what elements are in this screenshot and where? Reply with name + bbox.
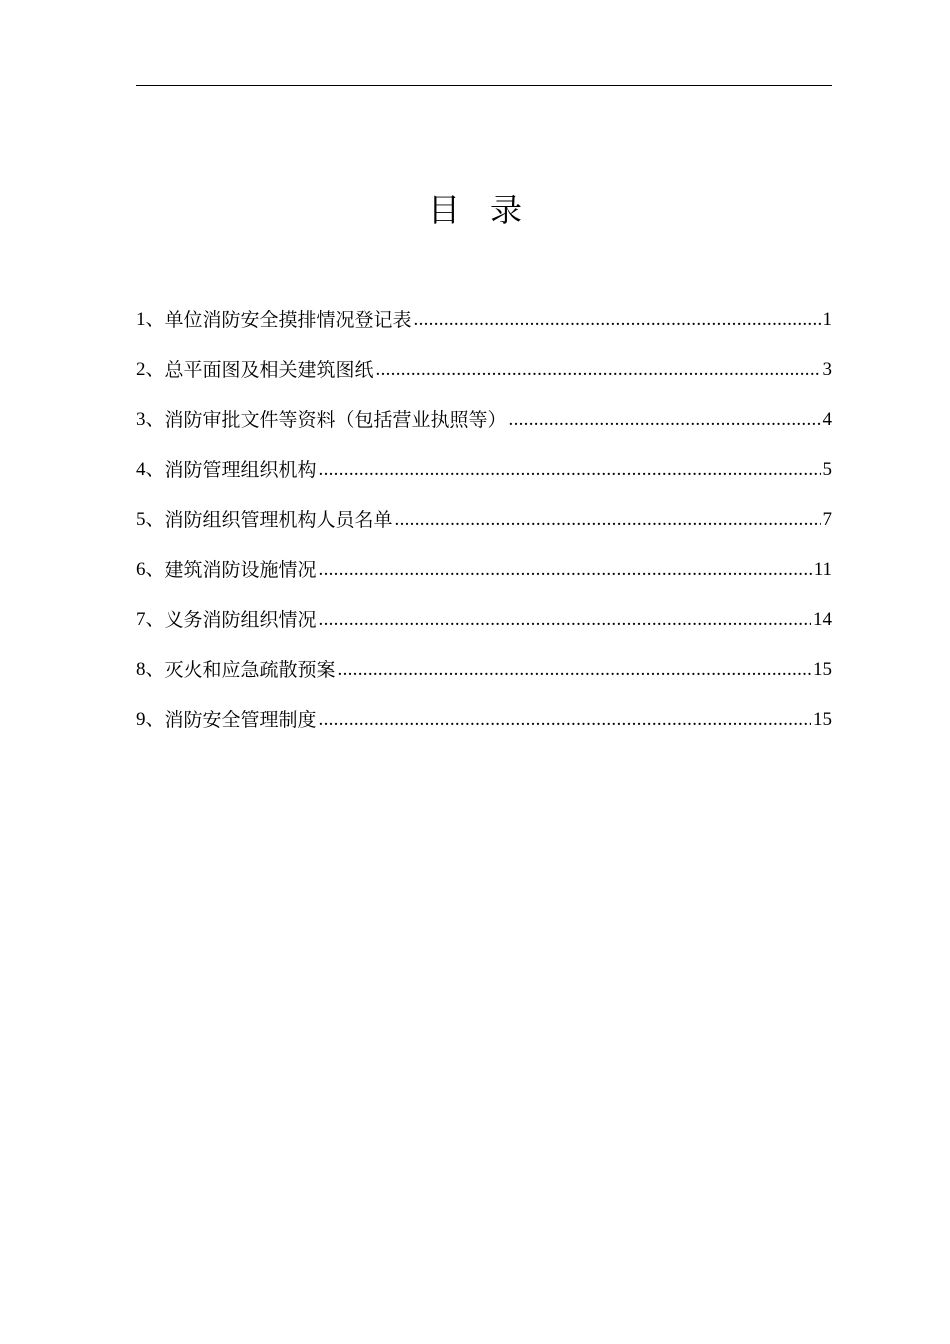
toc-entry[interactable]: [136, 637, 832, 687]
toc-dot-leader: [338, 653, 811, 687]
toc-entry-number: 5、: [136, 509, 165, 530]
toc-dot-leader: [376, 353, 821, 387]
toc-entry-label: 总平面图及相关建筑图纸: [164, 359, 374, 381]
toc-dot-leader: [509, 403, 821, 437]
toc-entry-page: 11: [813, 559, 832, 580]
toc-entry-label: 灭火和应急疏散预案: [164, 659, 336, 681]
toc-entry[interactable]: [136, 537, 832, 587]
toc-entry-label: 消防审批文件等资料（包括营业执照等）: [164, 409, 507, 431]
toc-entry-number: 9、: [136, 709, 165, 730]
toc-entry-number: 4、: [136, 459, 165, 480]
toc-entry-label: 消防管理组织机构: [164, 459, 317, 481]
table-of-contents: [136, 287, 832, 737]
toc-entry-page: 7: [822, 509, 832, 530]
toc-dot-leader: [414, 303, 821, 337]
toc-entry[interactable]: [136, 387, 832, 437]
toc-entry[interactable]: [136, 287, 832, 337]
toc-entry-page: 3: [822, 359, 832, 380]
toc-entry[interactable]: [136, 487, 832, 537]
toc-dot-leader: [395, 503, 821, 537]
toc-entry-page: 15: [813, 659, 832, 680]
toc-entry-page: 15: [813, 709, 832, 730]
header-rule: [136, 85, 832, 86]
toc-entry-page: 5: [822, 459, 832, 480]
toc-entry-number: 6、: [136, 559, 165, 580]
toc-entry-number: 3、: [136, 409, 165, 430]
toc-entry-label: 消防安全管理制度: [164, 709, 317, 731]
toc-dot-leader: [319, 453, 821, 487]
toc-dot-leader: [319, 703, 811, 737]
toc-dot-leader: [319, 603, 811, 637]
toc-title: 目录: [427, 191, 552, 229]
toc-entry-label: 单位消防安全摸排情况登记表: [164, 309, 412, 331]
toc-entry-number: 1、: [136, 309, 165, 330]
toc-entry-number: 7、: [136, 609, 165, 630]
toc-entry-page: 4: [822, 409, 832, 430]
toc-entry[interactable]: [136, 437, 832, 487]
toc-entry-label: 消防组织管理机构人员名单: [164, 509, 393, 531]
toc-dot-leader: [319, 553, 812, 587]
toc-entry-page: 1: [822, 309, 832, 330]
toc-entry[interactable]: [136, 337, 832, 387]
toc-entry[interactable]: [136, 587, 832, 637]
toc-entry-number: 8、: [136, 659, 165, 680]
toc-entry-label: 建筑消防设施情况: [164, 559, 317, 581]
toc-entry-page: 14: [813, 609, 832, 630]
toc-entry-label: 义务消防组织情况: [164, 609, 317, 631]
toc-entry-number: 2、: [136, 359, 165, 380]
toc-entry[interactable]: [136, 687, 832, 737]
